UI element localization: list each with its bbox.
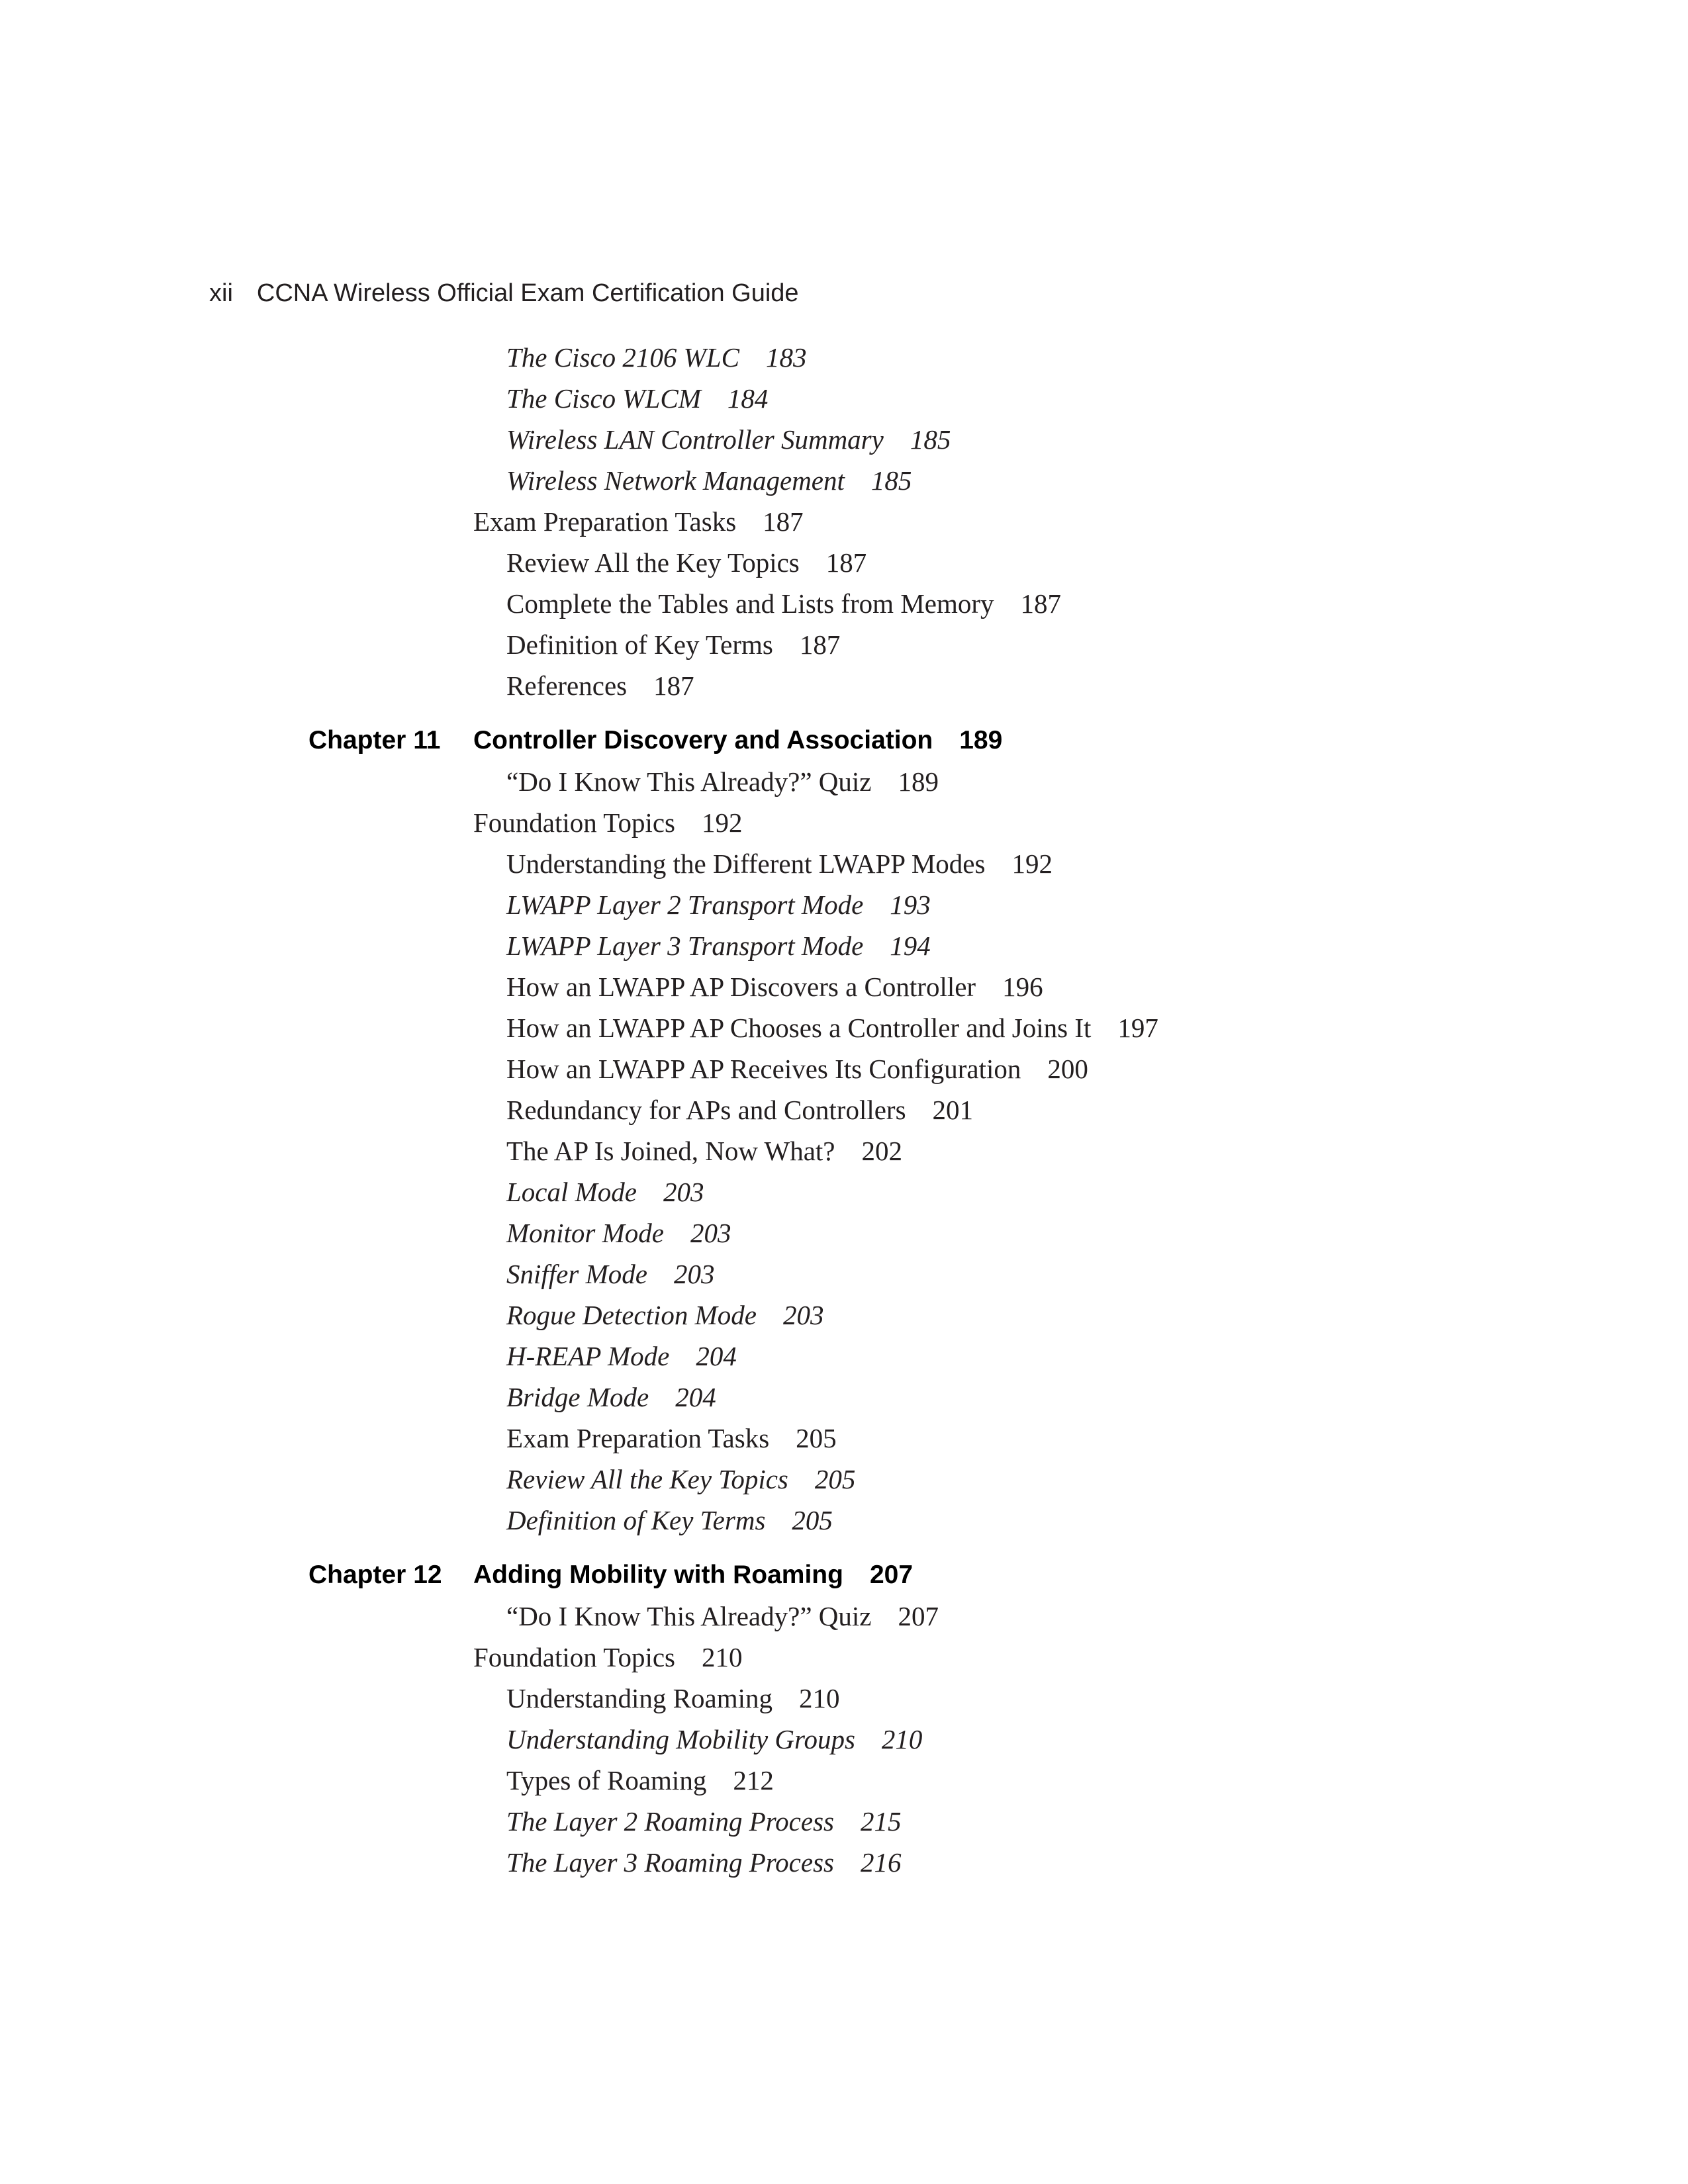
toc-entry — [506, 1500, 833, 1540]
toc-entry-title: LWAPP Layer 3 Transport Mode — [506, 931, 864, 961]
toc-entry — [506, 1131, 902, 1171]
toc-entry — [506, 584, 1061, 623]
toc-entry-page: 196 — [1002, 972, 1043, 1002]
toc-entry — [506, 625, 840, 664]
toc-entry — [506, 338, 806, 377]
toc-entry-title: Types of Roaming — [506, 1765, 707, 1796]
chapter-title: Controller Discovery and Association — [473, 726, 933, 754]
toc-entry — [506, 379, 768, 418]
toc-entry — [506, 1719, 922, 1759]
toc-entry-title: LWAPP Layer 2 Transport Mode — [506, 889, 864, 920]
toc-entry-title: Complete the Tables and Lists from Memory — [506, 588, 994, 619]
toc-entry-page: 202 — [861, 1136, 902, 1166]
toc-entry-page: 204 — [696, 1341, 737, 1371]
toc-entry-page: 183 — [765, 342, 807, 373]
header-page-number: xii — [209, 279, 233, 307]
toc-entry-title: Understanding Roaming — [506, 1683, 773, 1713]
chapter-page: 189 — [959, 726, 1003, 754]
toc-entry-title: Definition of Key Terms — [506, 629, 773, 660]
chapter-heading — [473, 721, 1002, 760]
toc-entry-title: References — [506, 670, 628, 701]
toc-entry-title: Foundation Topics — [473, 1642, 676, 1672]
toc-entry-page: 205 — [792, 1505, 833, 1535]
toc-entry — [506, 1678, 839, 1718]
toc-entry — [506, 844, 1053, 884]
toc-entry-title: Definition of Key Terms — [506, 1505, 766, 1535]
toc-entry-title: “Do I Know This Already?” Quiz — [506, 766, 872, 797]
toc-entry — [506, 1596, 939, 1636]
toc-entry — [506, 1843, 901, 1882]
toc-entry — [506, 461, 912, 500]
toc-entry-title: The AP Is Joined, Now What? — [506, 1136, 835, 1166]
toc-entry-title: How an LWAPP AP Receives Its Configuration — [506, 1054, 1021, 1084]
chapter-page: 207 — [869, 1561, 914, 1589]
toc-entry-page: 185 — [870, 465, 912, 496]
toc-entry-title: How an LWAPP AP Discovers a Controller — [506, 972, 976, 1002]
toc-entry-page: 216 — [860, 1847, 902, 1878]
toc-entry — [473, 803, 743, 842]
toc-entry-page: 201 — [932, 1095, 974, 1125]
toc-entry — [506, 420, 951, 459]
toc-entry — [506, 967, 1043, 1007]
toc-entry-title: Wireless LAN Controller Summary — [506, 424, 884, 455]
toc-entry-page: 204 — [675, 1382, 716, 1412]
toc-entry-page: 184 — [727, 383, 769, 414]
toc-entry-title: “Do I Know This Already?” Quiz — [506, 1601, 872, 1631]
toc-entry — [506, 1336, 737, 1376]
toc-entry-page: 187 — [799, 629, 841, 660]
toc-entry — [506, 1801, 901, 1841]
toc-entry-title: The Layer 2 Roaming Process — [506, 1806, 834, 1837]
toc-entry-title: Redundancy for APs and Controllers — [506, 1095, 906, 1125]
toc-entry-page: 187 — [825, 547, 867, 578]
toc-entry — [506, 1049, 1088, 1089]
toc-entry-page: 203 — [782, 1300, 824, 1330]
toc-entry-title: H-REAP Mode — [506, 1341, 670, 1371]
toc-entry-title: Local Mode — [506, 1177, 637, 1207]
toc-entry-page: 185 — [910, 424, 951, 455]
toc-entry-page: 210 — [881, 1724, 923, 1754]
toc-entry-page: 189 — [898, 766, 939, 797]
toc-entry-page: 212 — [733, 1765, 774, 1796]
toc-entry — [506, 1418, 837, 1458]
toc-entry-page: 192 — [702, 807, 743, 838]
toc-entry — [506, 1254, 714, 1294]
header-book-title: CCNA Wireless Official Exam Certification Guide — [256, 279, 799, 307]
toc-entry-page: 194 — [890, 931, 931, 961]
toc-entry — [473, 502, 804, 541]
toc-entry-title: Understanding Mobility Groups — [506, 1724, 855, 1754]
chapter-heading — [473, 1555, 913, 1595]
chapter-label: Chapter 12 — [308, 1561, 442, 1589]
toc-entry-page: 205 — [796, 1423, 837, 1453]
toc-entry-page: 210 — [798, 1683, 840, 1713]
toc-entry-page: 203 — [673, 1259, 715, 1289]
chapter-label: Chapter 11 — [308, 726, 441, 754]
toc-entry-title: Understanding the Different LWAPP Modes — [506, 848, 986, 879]
toc-entry-page: 187 — [763, 506, 804, 537]
toc-entry-page: 200 — [1047, 1054, 1088, 1084]
toc-entry — [506, 1377, 716, 1417]
toc-entry-title: Review All the Key Topics — [506, 1464, 788, 1494]
toc-entry-title: Exam Preparation Tasks — [473, 506, 737, 537]
toc-entry-title: The Layer 3 Roaming Process — [506, 1847, 834, 1878]
toc-entry-title: Rogue Detection Mode — [506, 1300, 757, 1330]
toc-entry-page: 203 — [663, 1177, 704, 1207]
chapter-title: Adding Mobility with Roaming — [473, 1561, 843, 1589]
toc-entry-title: The Cisco 2106 WLC — [506, 342, 739, 373]
toc-entry — [506, 926, 931, 966]
toc-entry-title: Foundation Topics — [473, 807, 676, 838]
toc-entry-page: 187 — [1020, 588, 1062, 619]
toc-entry-title: Sniffer Mode — [506, 1259, 647, 1289]
toc-entry-title: Wireless Network Management — [506, 465, 845, 496]
toc-entry-page: 205 — [814, 1464, 856, 1494]
toc-entry-page: 192 — [1011, 848, 1053, 879]
toc-entry — [473, 1637, 743, 1677]
toc-entry-page: 210 — [702, 1642, 743, 1672]
toc-entry — [506, 1295, 823, 1335]
toc-entry — [506, 1172, 704, 1212]
toc-entry — [506, 666, 694, 705]
toc-entry-page: 203 — [690, 1218, 731, 1248]
toc-entry-page: 215 — [860, 1806, 902, 1837]
toc-entry — [506, 1090, 973, 1130]
toc-entry — [506, 1213, 731, 1253]
toc-entry-page: 197 — [1117, 1013, 1158, 1043]
toc-entry — [506, 762, 939, 801]
toc-entry — [506, 1760, 774, 1800]
toc-entry — [506, 885, 931, 925]
toc-entry-title: Bridge Mode — [506, 1382, 649, 1412]
toc-entry-page: 187 — [653, 670, 694, 701]
toc-entry — [506, 1008, 1158, 1048]
toc-entry — [506, 543, 867, 582]
toc-entry-title: Review All the Key Topics — [506, 547, 800, 578]
toc-entry-title: Monitor Mode — [506, 1218, 664, 1248]
toc-entry-page: 207 — [898, 1601, 939, 1631]
toc-entry-title: The Cisco WLCM — [506, 383, 701, 414]
toc-entry-title: How an LWAPP AP Chooses a Controller and Joins It — [506, 1013, 1092, 1043]
toc-entry — [506, 1459, 855, 1499]
toc-entry-title: Exam Preparation Tasks — [506, 1423, 770, 1453]
toc-entry-page: 193 — [890, 889, 931, 920]
